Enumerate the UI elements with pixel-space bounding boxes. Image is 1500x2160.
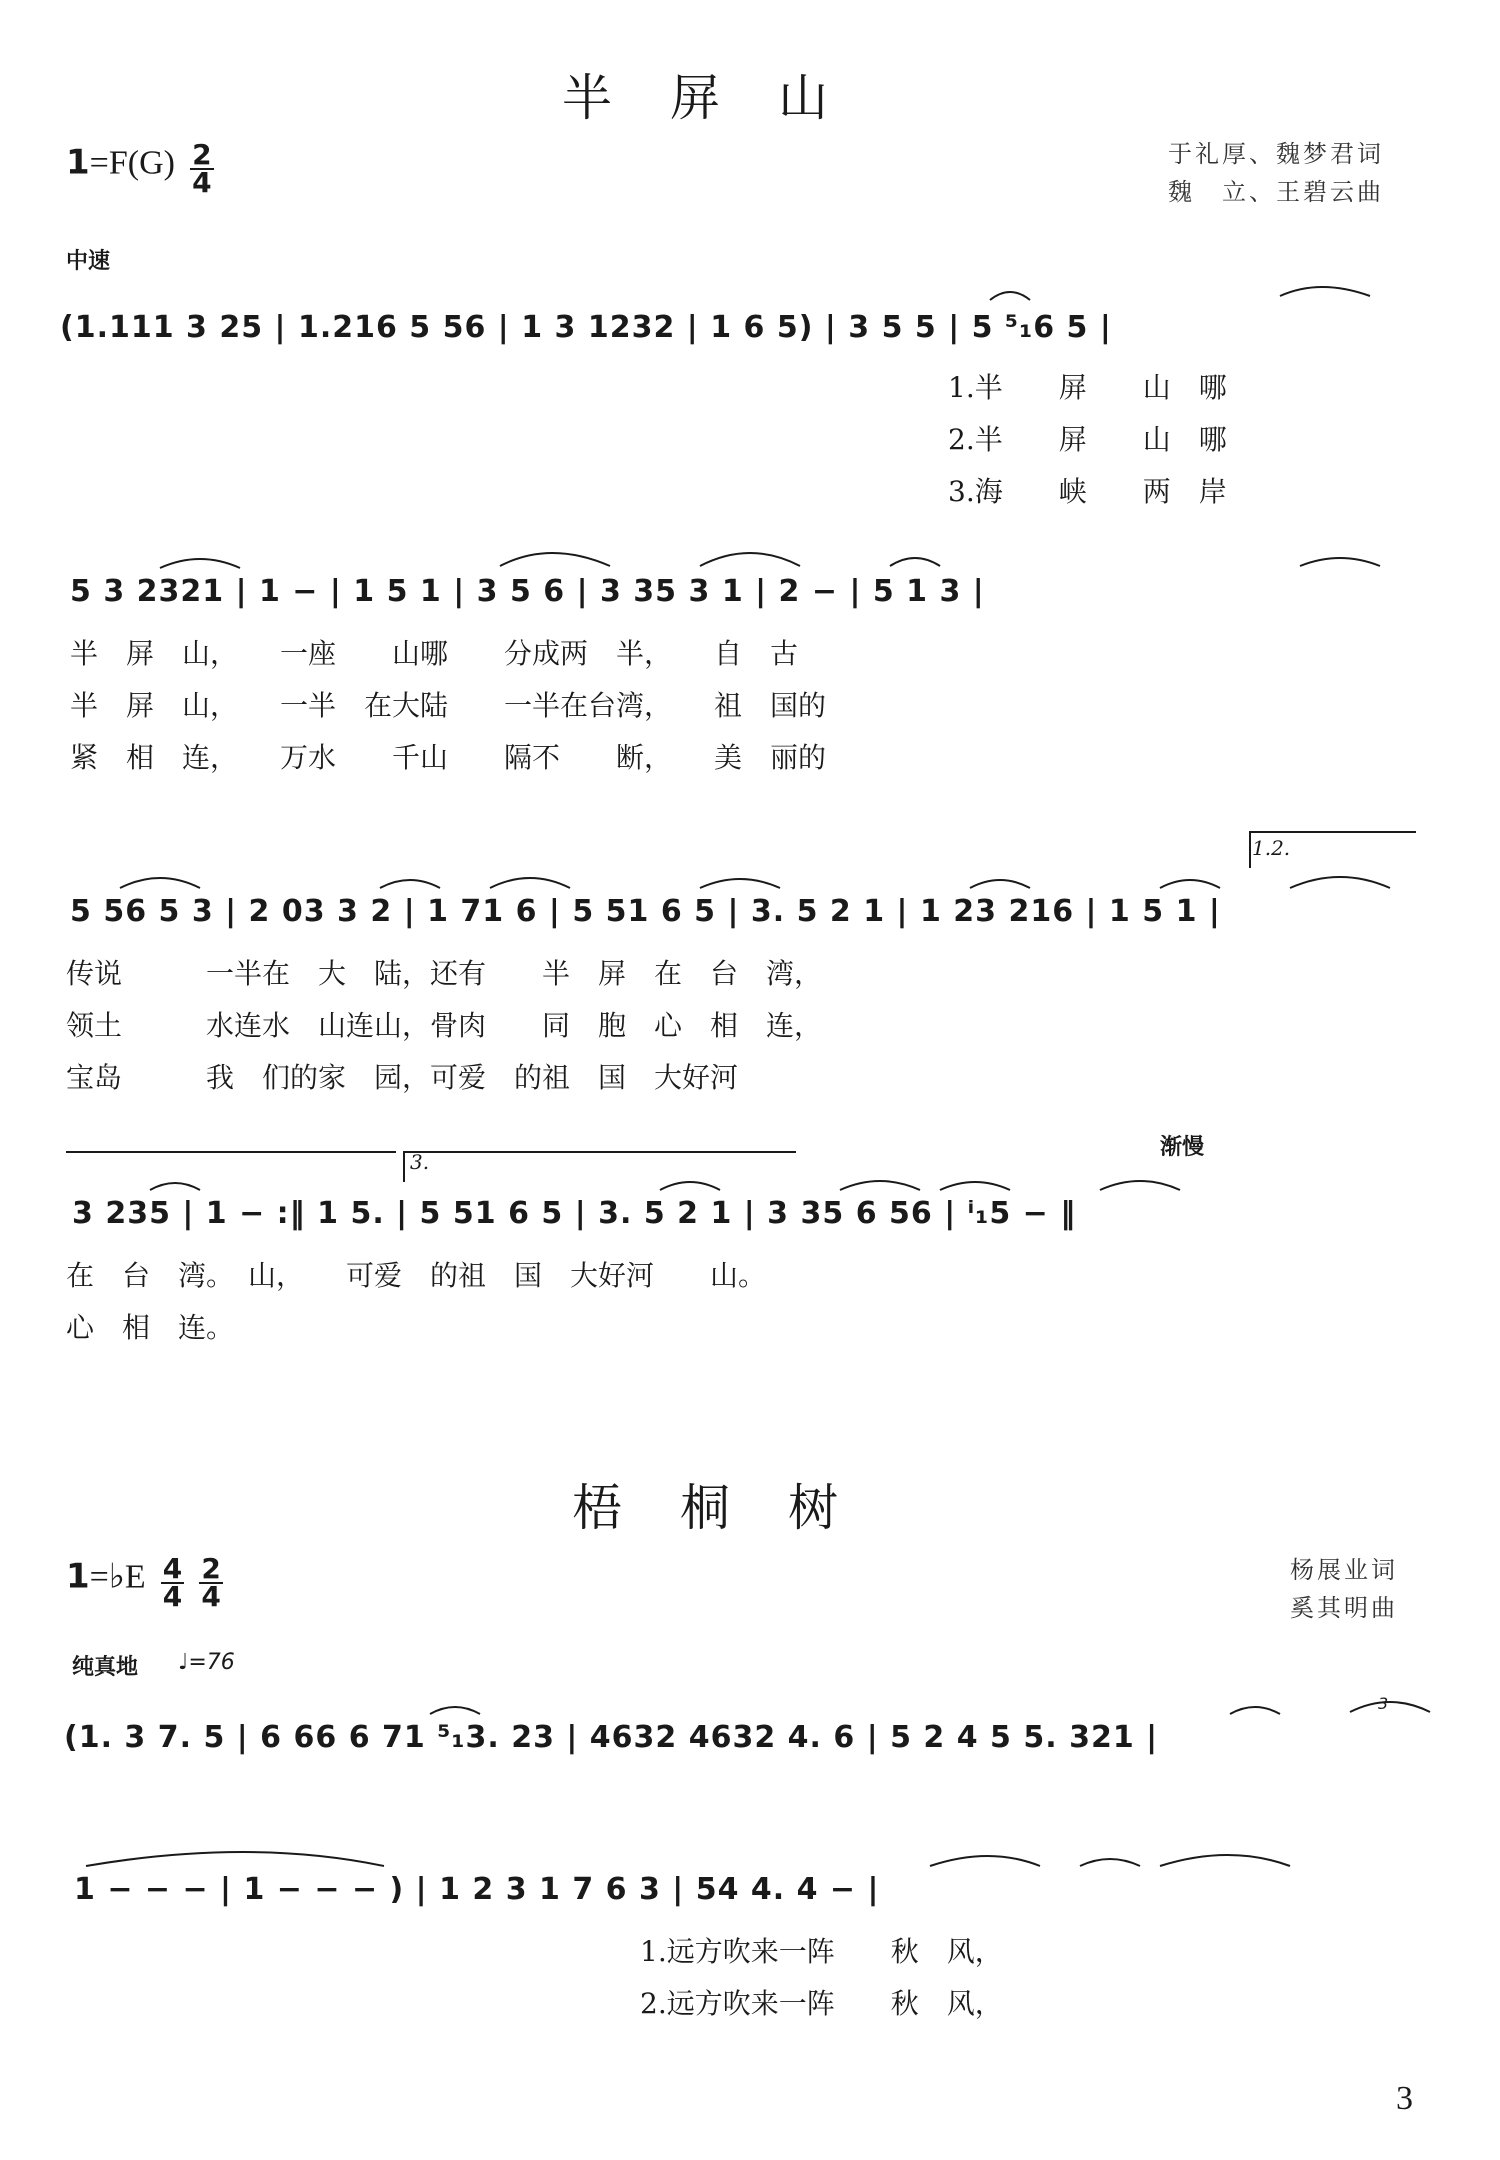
song1-row3-lyric-2: 领土 水连水 山连山，骨肉 同 胞 心 相 连， bbox=[66, 1009, 823, 1042]
song1-row3-volta: 1.2. bbox=[1252, 836, 1291, 860]
song2-time2-bottom: 4 bbox=[201, 1580, 221, 1613]
slur bbox=[840, 1181, 920, 1190]
slur bbox=[970, 880, 1030, 888]
slur bbox=[1290, 877, 1390, 888]
slur bbox=[120, 878, 200, 888]
slur bbox=[1230, 1707, 1280, 1714]
slur bbox=[940, 1182, 1010, 1190]
song1-row4-tempo-mark: 渐慢 bbox=[1160, 1135, 1205, 1160]
song2-triplet-mark: 3 bbox=[1378, 1694, 1389, 1713]
song1-row1-lyric-1: 1.半 屏 山 哪 bbox=[948, 371, 1227, 404]
song1-row4-volta: 3. bbox=[410, 1150, 430, 1174]
song1-row4-lyric-1: 在 台 湾。 山， 可爱 的祖 国 大好河 山。 bbox=[66, 1259, 767, 1292]
song1-row1-lyric-2: 2.半 屏 山 哪 bbox=[948, 423, 1227, 456]
song2-lyricist: 杨展业词 bbox=[1290, 1556, 1398, 1584]
song1-row2-lyric-2: 半 屏 山， 一半 在大陆 一半在台湾， 祖 国的 bbox=[70, 689, 827, 722]
song2-row2-lyric-1: 1.远方吹来一阵 秋 风， bbox=[640, 1935, 1003, 1968]
song1-row1-notes: (1.111 3 25 | 1.216 5 56 | 1 3 1232 | 1 6 5) | 3 5 5 | 5 ⁵₁6 5 | bbox=[60, 310, 1112, 345]
song2-row2-notes: 1 − − − | 1 − − − ) | 1 2 3 1 7 6 3 | 54 4. 4 − | bbox=[74, 1872, 880, 1907]
triplet-bracket bbox=[1350, 1702, 1430, 1712]
song1-row4-lyric-2: 心 相 连。 bbox=[66, 1311, 235, 1344]
song2-title: 梧桐树 bbox=[572, 1479, 896, 1537]
song1-row3-lyric-1: 传说 一半在 大 陆，还有 半 屏 在 台 湾， bbox=[66, 957, 823, 990]
song2-metronome: ♩=76 bbox=[178, 1650, 235, 1675]
song1-row2-lyric-3: 紧 相 连， 万水 千山 隔不 断， 美 丽的 bbox=[70, 741, 827, 774]
slur bbox=[1280, 287, 1370, 296]
volta-bracket bbox=[404, 1152, 796, 1182]
slur bbox=[380, 880, 440, 888]
slur bbox=[1160, 880, 1220, 888]
song1-row2-notes: 5 3 2321 | 1 − | 1 5 1 | 3 5 6 | 3 35 3 1 | 2 − | 5 1 3 | bbox=[70, 574, 985, 609]
slur bbox=[1080, 1859, 1140, 1866]
song1-row3-notes: 5 56 5 3 | 2 03 3 2 | 1 71 6 | 5 51 6 5 | 3. 5 2 1 | 1 23 216 | 1 5 1 | bbox=[70, 894, 1221, 929]
song1-row4-notes: 3 235 | 1 − :‖ 1 5. | 5 51 6 5 | 3. 5 2 1 | 3 35 6 56 | ⁱ₁5 − ‖ bbox=[72, 1196, 1077, 1231]
slur bbox=[700, 553, 800, 566]
slur bbox=[890, 558, 940, 566]
song1-row2-lyric-1: 半 屏 山， 一座 山哪 分成两 半， 自 古 bbox=[70, 637, 799, 670]
song2-key: =♭E bbox=[89, 1558, 146, 1596]
song1-row1-lyric-3: 3.海 峡 两 岸 bbox=[948, 475, 1227, 508]
slur bbox=[660, 1182, 720, 1190]
song1-title: 半屏山 bbox=[562, 69, 886, 127]
song1-tempo: 中速 bbox=[66, 249, 111, 274]
slur bbox=[490, 878, 570, 888]
song1-composer: 魏 立、王碧云曲 bbox=[1168, 178, 1384, 206]
tie bbox=[86, 1852, 384, 1866]
song2-time1-bottom: 4 bbox=[162, 1580, 183, 1613]
song1-row3-lyric-3: 宝岛 我 们的家 园，可爱 的祖 国 大好河 bbox=[66, 1061, 739, 1094]
slur bbox=[150, 1183, 200, 1190]
song1-time-bottom: 4 bbox=[192, 166, 212, 199]
song2-time2-top: 2 bbox=[201, 1552, 221, 1585]
slur bbox=[990, 292, 1030, 300]
slur bbox=[430, 1707, 480, 1714]
slur bbox=[1100, 1181, 1180, 1190]
song2-time1-top: 4 bbox=[162, 1552, 183, 1585]
song1-lyricist: 于礼厚、魏梦君词 bbox=[1168, 140, 1384, 168]
song1-key: =F(G) bbox=[89, 144, 175, 182]
song2-tempo: 纯真地 bbox=[72, 1655, 139, 1680]
volta-bracket bbox=[1250, 832, 1416, 868]
song2-composer: 奚其明曲 bbox=[1290, 1594, 1398, 1622]
slur bbox=[160, 559, 240, 568]
song1-time-top: 2 bbox=[192, 138, 212, 171]
song2-row1-notes: (1. 3 7. 5 | 6 66 6 71 ⁵₁3. 23 | 4632 4632 4. 6 | 5 2 4 5 5. 321 | bbox=[64, 1720, 1159, 1755]
song1-key-number: 1 bbox=[66, 142, 90, 183]
song2-row2-lyric-2: 2.远方吹来一阵 秋 风， bbox=[640, 1987, 1003, 2020]
slur bbox=[1300, 558, 1380, 566]
song2-key-number: 1 bbox=[66, 1556, 90, 1597]
slur bbox=[930, 1856, 1040, 1866]
page-number: 3 bbox=[1396, 2080, 1413, 2117]
slur bbox=[700, 879, 780, 888]
slur bbox=[500, 553, 610, 566]
slur bbox=[1160, 1855, 1290, 1866]
